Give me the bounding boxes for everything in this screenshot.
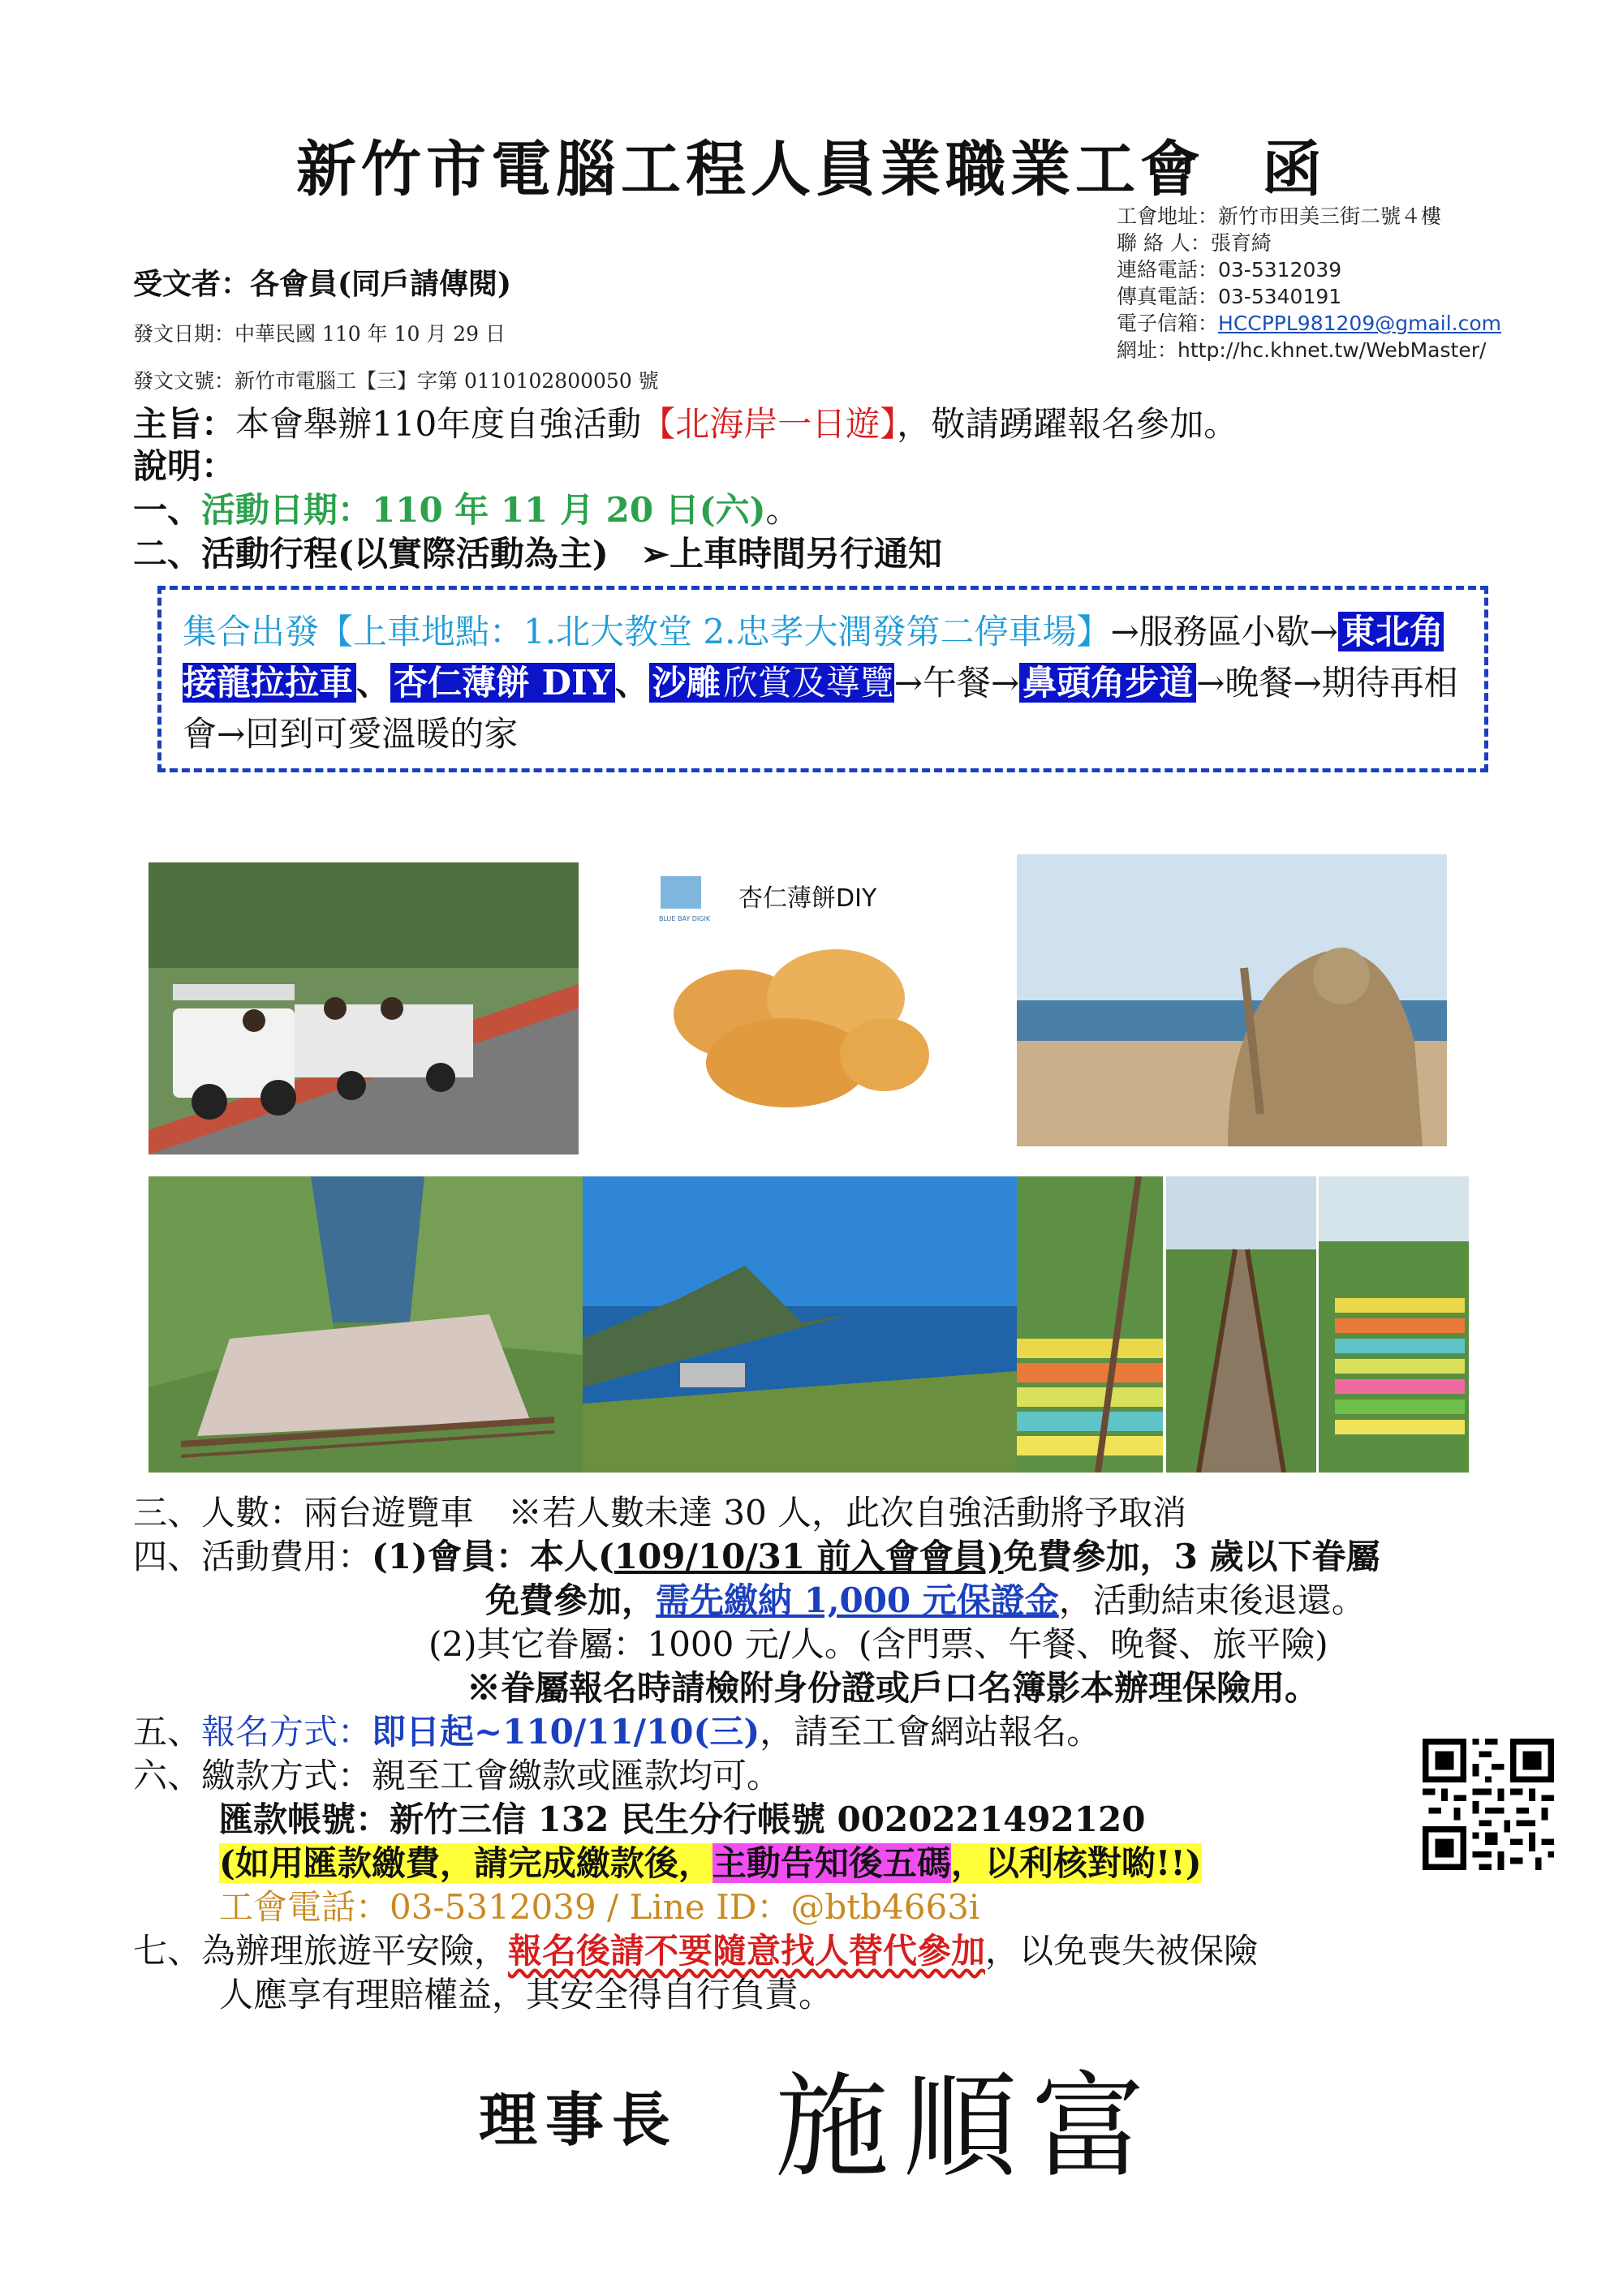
qr-code[interactable]	[1423, 1739, 1554, 1870]
item5-label: 報名方式：	[201, 1712, 372, 1752]
item4-bold1-end: 免費參加，3 歲以下眷屬	[1003, 1537, 1380, 1576]
itinerary-hl-sand: 沙雕	[649, 663, 724, 703]
itinerary-box	[157, 586, 1488, 772]
contact-phone: 連絡電話：03-5312039	[1117, 258, 1342, 282]
payment-note-b: 主動告知後五碼	[712, 1843, 951, 1883]
issue-date: 發文日期：中華民國 110 年 10 月 29 日	[133, 322, 506, 346]
item-insurance-line1	[133, 1929, 1258, 1973]
item5-period: 即日起~110/11/10(三)	[372, 1712, 760, 1752]
photo-wooden-walkway	[1166, 1176, 1316, 1473]
photo-sand-sculpture	[1017, 854, 1447, 1146]
itinerary-sep-2: 、	[614, 663, 649, 703]
doc-type: 函	[1262, 135, 1327, 204]
activity-date: 活動日期：110 年 11 月 20 日(六)	[201, 490, 766, 530]
item-fee-line1	[133, 1535, 1380, 1579]
item2-num: 二、	[133, 534, 202, 574]
payment-note-a: (如用匯款繳費，請完成繳款後，	[219, 1843, 712, 1883]
contact-email-row	[1117, 310, 1501, 337]
photo-coastline	[583, 1176, 1017, 1473]
itinerary-hl-cart: 東北角接龍拉拉車	[183, 612, 1444, 703]
item-registration	[133, 1710, 1100, 1754]
item7-end: ，以免喪失被保險	[985, 1931, 1259, 1971]
item-insurance-line2: 人應享有理賠權益，其安全得自行負責。	[219, 1975, 833, 2014]
item7-red: 報名後請不要隨意找人替代參加	[508, 1931, 986, 1971]
item4-line2-c: ，活動結束後退還。	[1058, 1580, 1366, 1620]
item-fee-line3: (2)其它眷屬：1000 元/人。(含門票、午餐、晚餐、旅平險)	[428, 1624, 1328, 1664]
explanation-label: 說明：	[133, 446, 236, 486]
recipient: 受文者：各會員(同戶請傳閱)	[133, 267, 512, 301]
itinerary-meeting: 集合出發【上車地點：1.北大教堂 2.忠孝大潤發第二停車場】	[183, 612, 1111, 651]
itinerary-sep-1: 、	[356, 663, 391, 703]
contact-fax: 傳真電話：03-5340191	[1117, 285, 1342, 308]
union-phone: 工會電話：03-5312039 / Line ID：@btb4663i	[219, 1887, 980, 1927]
payment-account: 匯款帳號：新竹三信 132 民生分行帳號 0020221492120	[219, 1799, 1146, 1839]
signature-name: 施順富	[775, 2062, 1160, 2194]
signature-title: 理事長	[479, 2085, 679, 2154]
contact-block	[1117, 203, 1501, 363]
item5-end: ，請至工會網站報名。	[760, 1712, 1101, 1752]
subject-label: 主旨：	[133, 404, 236, 444]
item7-lead: 七、為辦理旅遊平安險，	[133, 1931, 509, 1971]
photo-rainbow-stairs-1	[1017, 1176, 1163, 1473]
contact-website: 網址：http://hc.khnet.tw/WebMaster/	[1117, 338, 1487, 362]
photo-cart-train	[149, 862, 579, 1154]
itinerary-text-1: →服務區小歇→	[1110, 612, 1338, 651]
logo-text: BLUE BAY DIGIK	[659, 915, 711, 922]
payment-note	[219, 1842, 1202, 1885]
photo-cliff-trail	[149, 1176, 583, 1473]
contact-address: 工會地址：新竹市田美三街二號４樓	[1117, 204, 1442, 228]
subject-text: 本會舉辦110年度自強活動	[235, 404, 642, 444]
item-itinerary-heading	[133, 532, 942, 576]
issue-number: 發文文號：新竹市電腦工【三】字第 0110102800050 號	[133, 369, 659, 393]
org-title: 新竹市電腦工程人員業職業工會	[296, 135, 1205, 204]
contact-email-label: 電子信箱：	[1117, 312, 1219, 335]
subject-highlight: 【北海岸一日遊】	[641, 404, 898, 444]
item4-bold1: (1)會員：本人(	[372, 1537, 614, 1576]
item-headcount: 三、人數：兩台遊覽車 ※若人數未達 30 人，此次自強活動將予取消	[133, 1493, 1187, 1533]
photo-almond-crisps	[649, 860, 941, 1120]
item-date	[133, 488, 799, 532]
item4-deposit: 需先繳納 1,000 元保證金	[656, 1580, 1059, 1620]
item-payment: 六、繳款方式：親至工會繳款或匯款均可。	[133, 1756, 781, 1795]
item1-num: 一、	[133, 490, 202, 530]
item4-line2-a: 免費參加，	[485, 1580, 657, 1620]
item5-num: 五、	[133, 1712, 202, 1752]
subject-end: ，敬請踴躍報名參加。	[897, 404, 1238, 444]
item-fee-line4: ※眷屬報名時請檢附身份證或戶口名簿影本辦理保險用。	[467, 1668, 1319, 1708]
item4-bold1-under: 109/10/31 前入會會員)	[613, 1537, 1004, 1576]
item-fee-line2	[485, 1579, 1366, 1623]
item2-note: ➢上車時間另行通知	[640, 534, 942, 574]
itinerary-text-2: 欣賞及導覽	[723, 663, 894, 703]
contact-email-link[interactable]: HCCPPL981209@gmail.com	[1218, 312, 1502, 335]
item2-label: 活動行程(以實際活動為主)	[201, 534, 609, 574]
payment-note-c: ，以利核對喲!!)	[950, 1843, 1202, 1883]
item1-end: 。	[765, 490, 800, 530]
page-title	[0, 122, 1623, 208]
photo-rainbow-stairs-2	[1319, 1176, 1469, 1473]
itinerary-text-4: →晚餐→期待再相會→回到可愛溫暖的家	[183, 663, 1458, 754]
itinerary-text-3: →午餐→	[893, 663, 1020, 703]
subject-line	[133, 402, 1238, 446]
contact-person: 聯 絡 人：張育綺	[1117, 231, 1272, 255]
diy-caption: 杏仁薄餅DIY	[738, 884, 877, 913]
itinerary-hl-diy: 杏仁薄餅 DIY	[390, 663, 615, 703]
itinerary-hl-trail: 鼻頭角步道	[1019, 663, 1196, 703]
item4-lead: 四、活動費用：	[133, 1537, 372, 1576]
